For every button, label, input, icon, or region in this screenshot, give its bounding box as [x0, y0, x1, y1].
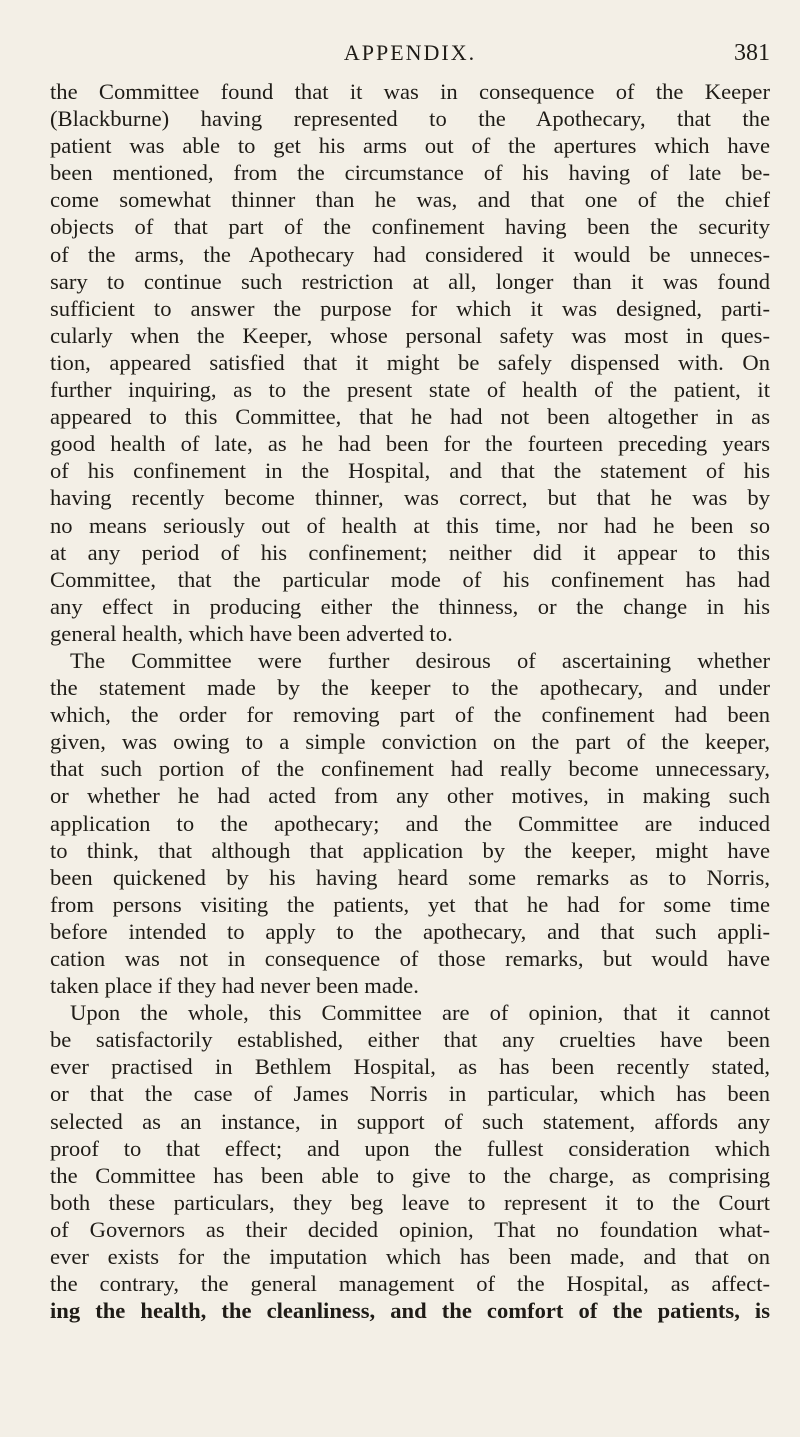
- text-line: appeared to this Committee, that he had not been altogether in as: [50, 404, 770, 430]
- text-line: application to the apothecary; and the Committee are induced: [50, 810, 770, 836]
- text-line: the contrary, the general management of the Hospital, as affect-: [50, 1271, 770, 1297]
- text-line: come somewhat thinner than he was, and that one of the chief: [50, 187, 770, 213]
- text-line: further inquiring, as to the present state of health of the patient, it: [50, 377, 770, 403]
- text-line: Committee, that the particular mode of his confinement has had: [50, 566, 770, 592]
- text-line: general health, which have been adverted to.: [50, 620, 453, 646]
- text-line: or that the case of James Norris in particular, which has been: [50, 1081, 770, 1107]
- body-text: [50, 78, 770, 1324]
- text-line: ing the health, the cleanliness, and the comfort of the patients, is: [50, 1298, 770, 1324]
- text-line: ever exists for the imputation which has been made, and that on: [50, 1244, 770, 1270]
- text-line: been quickened by his having heard some remarks as to Norris,: [50, 864, 770, 890]
- text-line: from persons visiting the patients, yet that he had for some time: [50, 891, 770, 917]
- page-number: 381: [734, 40, 770, 66]
- text-line: both these particulars, they beg leave to represent it to the Court: [50, 1189, 770, 1215]
- text-line: which, the order for removing part of the confinement had been: [50, 702, 770, 728]
- text-line: sufficient to answer the purpose for which it was designed, parti-: [50, 295, 770, 321]
- text-line: of Governors as their decided opinion, That no foundation what-: [50, 1216, 770, 1242]
- text-line: Upon the whole, this Committee are of opinion, that it cannot: [70, 1000, 770, 1026]
- text-line: objects of that part of the confinement having been the security: [50, 214, 770, 240]
- text-line: cation was not in consequence of those remarks, but would have: [50, 946, 770, 971]
- text-line: of the arms, the Apothecary had considered it would be unneces-: [50, 241, 770, 267]
- running-title: APPENDIX.: [343, 40, 477, 65]
- text-line: to think, that although that application by the keeper, might have: [50, 837, 770, 863]
- text-line: been mentioned, from the circumstance of his having of late be-: [50, 160, 770, 186]
- text-line: the statement made by the keeper to the apothecary, and under: [50, 675, 770, 701]
- text-line: at any period of his confinement; neither did it appear to this: [50, 539, 770, 565]
- text-line: (Blackburne) having represented to the Apothecary, that the: [50, 106, 770, 132]
- text-line: or whether he had acted from any other motives, in making such: [50, 783, 770, 809]
- text-line: be satisfactorily established, either that any cruelties have been: [50, 1027, 770, 1053]
- text-line: good health of late, as he had been for the fourteen preceding years: [50, 431, 770, 457]
- text-line: cularly when the Keeper, whose personal safety was most in ques-: [50, 322, 770, 348]
- text-line: any effect in producing either the thinness, or the change in his: [50, 593, 770, 619]
- text-line: sary to continue such restriction at all, longer than it was found: [50, 268, 770, 294]
- text-line: The Committee were further desirous of ascertaining whether: [70, 647, 770, 673]
- text-line: the Committee found that it was in consequence of the Keeper: [50, 79, 770, 104]
- text-line: taken place if they had never been made.: [50, 973, 419, 999]
- text-line: the Committee has been able to give to the charge, as comprising: [50, 1162, 770, 1188]
- text-line: no means seriously out of health at this time, nor had he been so: [50, 512, 770, 538]
- text-line: before intended to apply to the apothecary, and that such appli-: [50, 918, 770, 944]
- text-line: tion, appeared satisfied that it might be safely dispensed with. On: [50, 349, 770, 375]
- text-line: given, was owing to a simple conviction on the part of the keeper,: [50, 729, 770, 755]
- running-head: [50, 40, 770, 74]
- text-line: ever practised in Bethlem Hospital, as has been recently stated,: [50, 1054, 770, 1080]
- text-line: proof to that effect; and upon the fullest consideration which: [50, 1135, 770, 1161]
- text-line: selected as an instance, in support of such statement, affords any: [50, 1108, 770, 1134]
- text-line: patient was able to get his arms out of the apertures which have: [50, 133, 770, 159]
- text-line: of his confinement in the Hospital, and that the statement of his: [50, 458, 770, 484]
- text-line: that such portion of the confinement had really become unnecessary,: [50, 756, 770, 782]
- text-line: having recently become thinner, was correct, but that he was by: [50, 485, 770, 511]
